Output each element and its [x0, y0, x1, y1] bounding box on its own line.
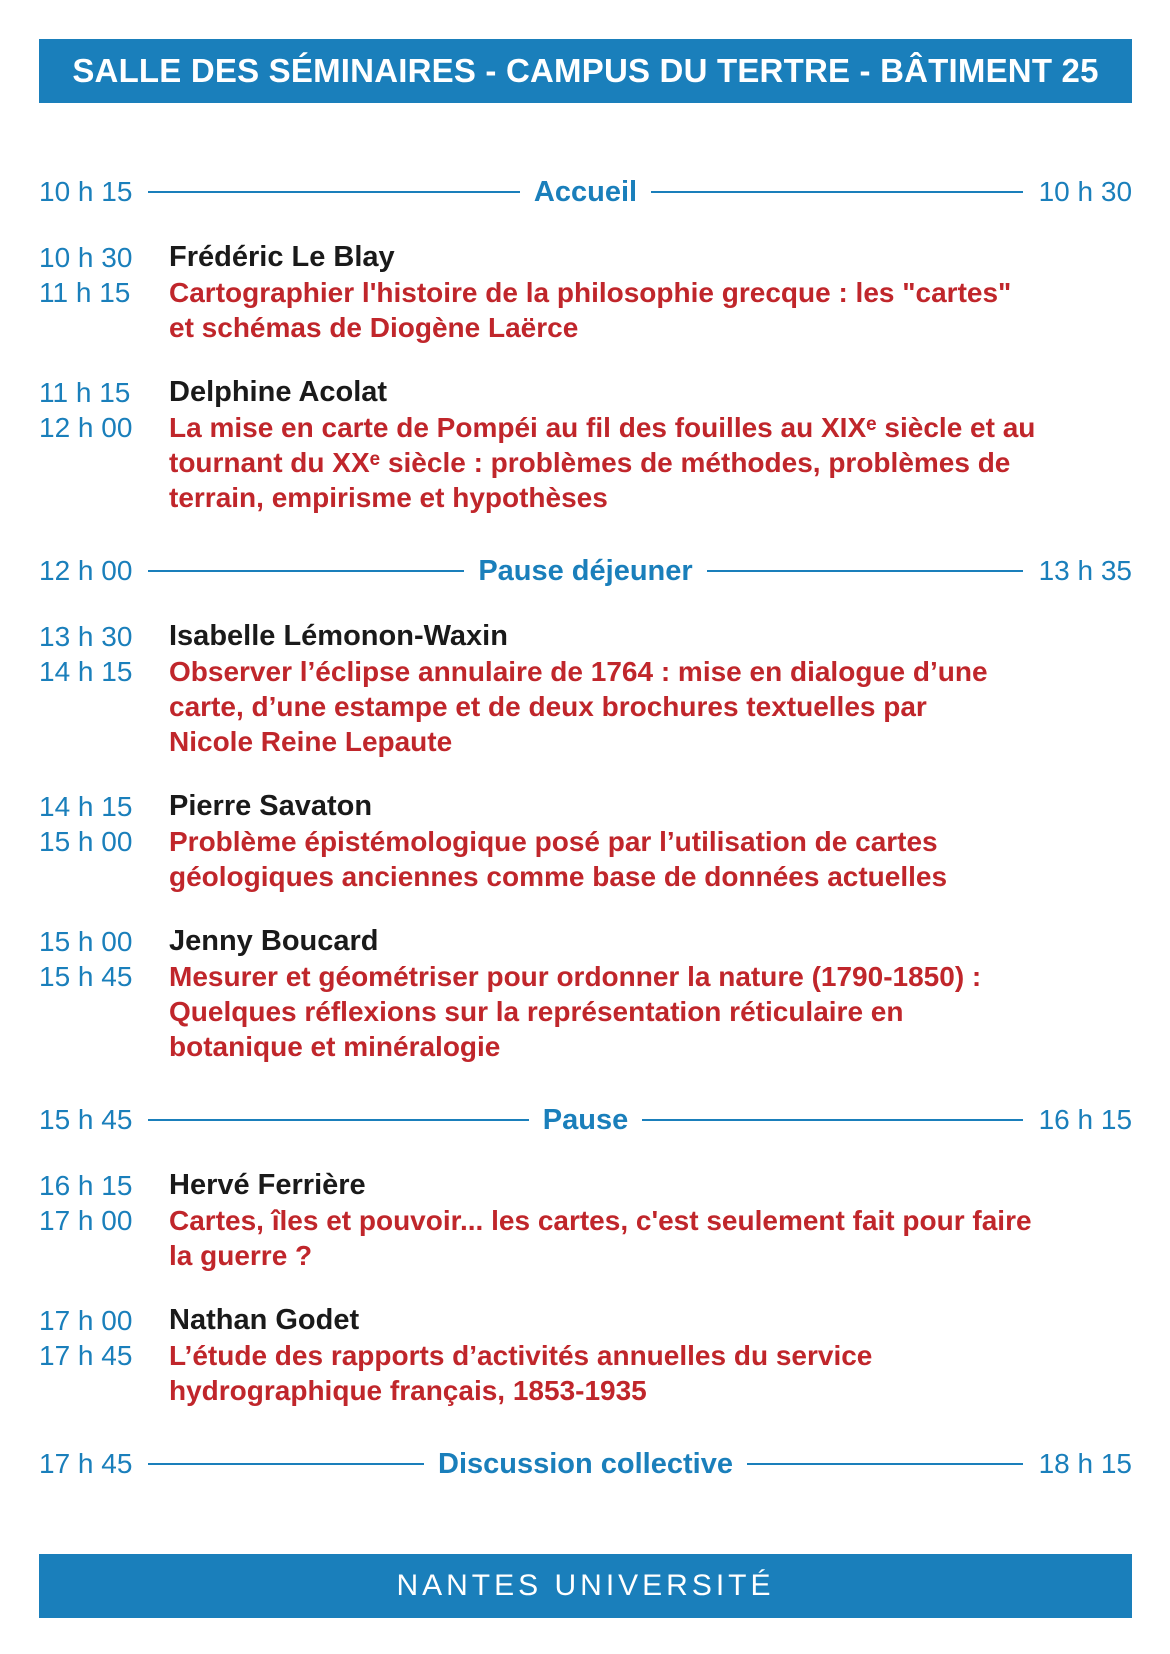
talk-title-line: Nicole Reine Lepaute — [169, 726, 453, 757]
talk-speaker: Pierre Savaton — [169, 790, 373, 822]
talk-title-line: carte, d’une estampe et de deux brochures textuelles par — [169, 691, 927, 722]
talk-speaker: Isabelle Lémonon-Waxin — [169, 620, 508, 652]
talk-body — [169, 619, 1132, 759]
talk-title-line: terrain, empirisme et hypothèses — [169, 482, 608, 513]
talk-title-line: tournant du XXᵉ siècle : problèmes de méthodes, problèmes de — [169, 447, 1011, 478]
break-start-time: 10 h 15 — [39, 176, 133, 207]
talk-end-time: 11 h 15 — [39, 277, 131, 308]
talk-speaker: Delphine Acolat — [169, 376, 388, 408]
break-divider — [148, 1119, 528, 1121]
talk-start-time: 14 h 15 — [39, 791, 133, 822]
talk-start-time: 15 h 00 — [39, 926, 133, 957]
talk-title-line: hydrographique français, 1853-1935 — [169, 1375, 647, 1406]
talk-title-line: géologiques anciennes comme base de données actuelles — [169, 861, 948, 892]
talk-item — [39, 924, 1132, 1064]
talk-title-line: L’étude des rapports d’activités annuelles du service — [169, 1340, 873, 1371]
talk-end-time: 17 h 00 — [39, 1205, 133, 1236]
break-label: Pause déjeuner — [478, 554, 693, 587]
break-divider — [642, 1119, 1022, 1121]
talk-times — [39, 1168, 155, 1273]
break-label: Discussion collective — [438, 1447, 733, 1480]
talk-speaker: Nathan Godet — [169, 1304, 360, 1336]
talk-item — [39, 375, 1132, 515]
venue-title: SALLE DES SÉMINAIRES - CAMPUS DU TERTRE - BÂTIMENT 25 — [72, 52, 1099, 89]
talk-end-time: 12 h 00 — [39, 412, 133, 443]
talk-title-line: Cartographier l'histoire de la philosophie grecque : les "cartes" — [169, 277, 1012, 308]
talk-end-time: 17 h 45 — [39, 1340, 133, 1371]
talk-title-line: botanique et minéralogie — [169, 1031, 501, 1062]
talk-start-time: 10 h 30 — [39, 242, 133, 273]
talk-item — [39, 789, 1132, 894]
break-row-welcome — [39, 166, 1132, 218]
talk-times — [39, 240, 155, 345]
talk-start-time: 11 h 15 — [39, 377, 131, 408]
talk-title-line: Cartes, îles et pouvoir... les cartes, c'est seulement fait pour faire — [169, 1205, 1032, 1236]
talk-title-line: La mise en carte de Pompéi au fil des fouilles au XIXᵉ siècle et au — [169, 412, 1036, 443]
venue-banner — [39, 39, 1132, 103]
talk-times — [39, 1303, 155, 1408]
break-end-time: 16 h 15 — [1038, 1104, 1133, 1135]
talk-body — [169, 375, 1132, 515]
break-start-time: 15 h 45 — [39, 1104, 133, 1135]
talk-title-line: la guerre ? — [169, 1240, 313, 1271]
talk-times — [39, 789, 155, 894]
break-label: Pause — [542, 1103, 629, 1136]
talk-end-time: 15 h 45 — [39, 961, 133, 992]
break-start-time: 17 h 45 — [39, 1448, 133, 1479]
break-divider — [148, 570, 464, 572]
talk-title-line: Observer l’éclipse annulaire de 1764 : mise en dialogue d’une — [169, 656, 988, 687]
talk-item — [39, 1168, 1132, 1273]
talk-title-line: Quelques réflexions sur la représentation réticulaire en — [169, 996, 904, 1027]
talk-speaker: Jenny Boucard — [169, 925, 379, 957]
talk-start-time: 17 h 00 — [39, 1305, 133, 1336]
break-end-time: 18 h 15 — [1038, 1448, 1132, 1479]
university-banner — [39, 1554, 1132, 1618]
break-end-time: 10 h 30 — [1038, 176, 1133, 207]
break-divider — [148, 1463, 424, 1465]
talk-title-line: Mesurer et géométriser pour ordonner la nature (1790-1850) : — [169, 961, 982, 992]
talk-times — [39, 924, 155, 1064]
talk-body — [169, 240, 1132, 345]
break-divider — [747, 1463, 1023, 1465]
talk-speaker: Hervé Ferrière — [169, 1169, 366, 1201]
talk-end-time: 14 h 15 — [39, 656, 133, 687]
talk-body — [169, 1303, 1132, 1408]
break-divider — [651, 191, 1023, 193]
break-end-time: 13 h 35 — [1038, 555, 1132, 586]
break-divider — [148, 191, 520, 193]
talk-body — [169, 924, 1132, 1064]
talk-start-time: 16 h 15 — [39, 1170, 133, 1201]
talk-end-time: 15 h 00 — [39, 826, 133, 857]
talk-item — [39, 240, 1132, 345]
break-row-pause — [39, 1094, 1132, 1146]
talk-title-line: et schémas de Diogène Laërce — [169, 312, 579, 343]
talk-times — [39, 375, 155, 515]
break-row-lunch — [39, 545, 1132, 597]
break-row-discussion — [39, 1438, 1132, 1490]
break-start-time: 12 h 00 — [39, 555, 133, 586]
talk-body — [169, 789, 1132, 894]
break-label: Accueil — [533, 175, 638, 208]
university-name: NANTES UNIVERSITÉ — [396, 1569, 775, 1602]
talk-speaker: Frédéric Le Blay — [169, 241, 395, 273]
talk-item — [39, 1303, 1132, 1408]
break-divider — [707, 570, 1023, 572]
talk-body — [169, 1168, 1132, 1273]
talk-item — [39, 619, 1132, 759]
talk-start-time: 13 h 30 — [39, 621, 133, 652]
talk-times — [39, 619, 155, 759]
program-schedule — [39, 166, 1132, 1490]
talk-title-line: Problème épistémologique posé par l’utilisation de cartes — [169, 826, 938, 857]
